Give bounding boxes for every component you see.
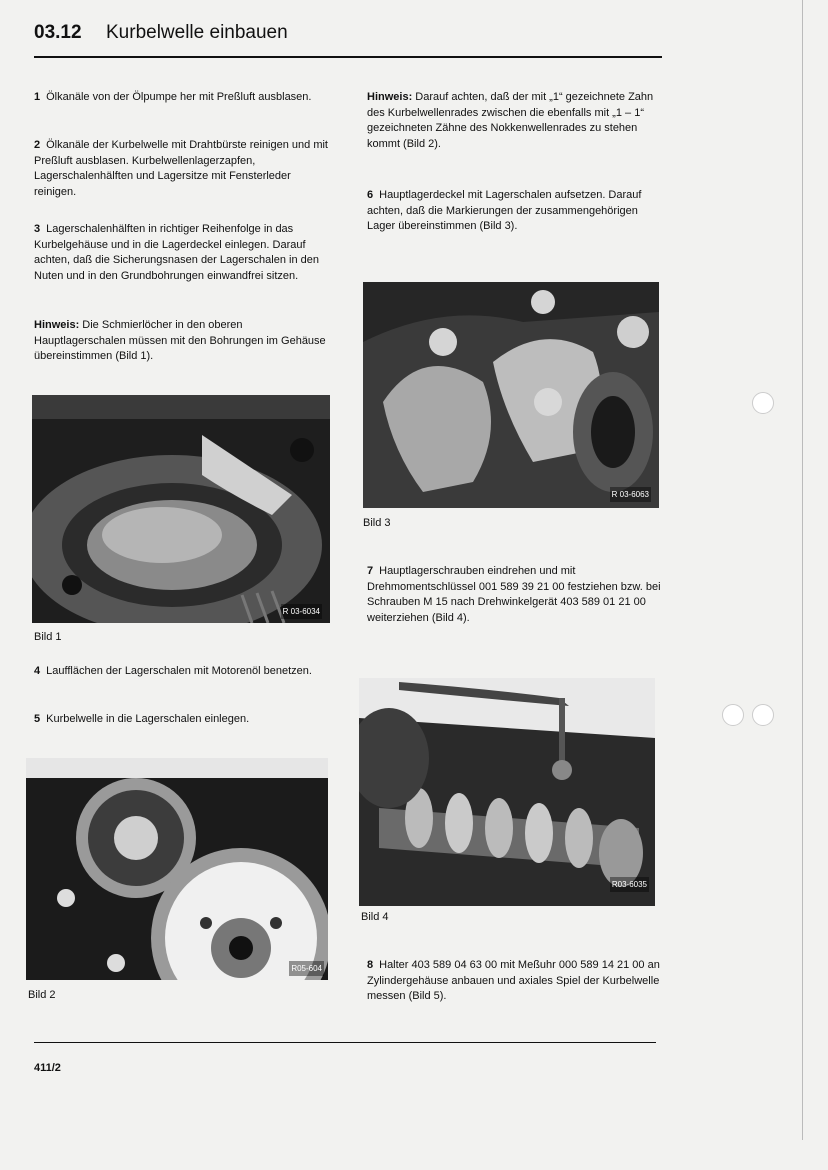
section-header — [34, 20, 662, 58]
hint-2 — [367, 90, 662, 152]
figure-4-ref: R03-6035 — [610, 877, 649, 893]
step-text: Ölkanäle der Kurbelwelle mit Drahtbürste reinigen und mit Preßluft ausblasen. Kurbelwellenlagerzapfen, Lagerschalenhälften und Lagersitze mit Fensterleder reinigen. — [34, 139, 328, 198]
step-text: Hauptlagerschrauben eindrehen und mit Drehmomentschlüssel 001 589 39 21 00 festziehen bzw. bei Schrauben M 15 nach Drehwinkelgerät 403 589 01 21 00 weiterziehen (Bild 4). — [367, 565, 661, 624]
step-number: 3 — [34, 223, 41, 235]
step-6 — [367, 188, 662, 235]
step-number: 4 — [34, 665, 41, 677]
step-5 — [34, 712, 329, 728]
hint-text: Darauf achten, daß der mit „1“ gezeichnete Zahn des Kurbelwellenrades zwischen die ebenfalls mit „1 – 1“ gezeichneten Zähne des Nokkenwellenrades zu stehen kommt (Bild 2). — [367, 91, 654, 150]
step-text: Laufflächen der Lagerschalen mit Motorenöl benetzen. — [46, 665, 312, 677]
punch-hole — [752, 704, 774, 726]
figure-1-caption: Bild 1 — [34, 631, 62, 643]
step-text: Hauptlagerdeckel mit Lagerschalen aufsetzen. Darauf achten, daß die Markierungen der zusammengehörigen Lager übereinstimmen (Bild 3). — [367, 189, 642, 232]
step-number: 1 — [34, 91, 41, 103]
punch-hole — [722, 704, 744, 726]
step-3 — [34, 222, 329, 284]
hint-label: Hinweis: — [34, 319, 80, 331]
figure-3-ref: R 03-6063 — [610, 487, 651, 503]
section-number: 03.12 — [34, 22, 82, 43]
hint-text: Die Schmierlöcher in den oberen Hauptlagerschalen müssen mit den Bohrungen im Gehäuse übereinstimmen (Bild 1). — [34, 319, 326, 362]
figure-3-photo — [363, 282, 659, 508]
page-edge — [802, 0, 803, 1140]
hint-1 — [34, 318, 329, 365]
figure-4-caption: Bild 4 — [361, 911, 389, 923]
step-text: Ölkanäle von der Ölpumpe her mit Preßluft ausblasen. — [46, 91, 312, 103]
step-8 — [367, 958, 662, 1005]
step-number: 5 — [34, 713, 41, 725]
hint-label: Hinweis: — [367, 91, 413, 103]
step-number: 2 — [34, 139, 41, 151]
figure-1-photo — [32, 395, 330, 623]
figure-2-photo — [26, 758, 328, 980]
step-1 — [34, 90, 329, 106]
figure-4-photo — [359, 678, 655, 906]
step-text: Lagerschalenhälften in richtiger Reihenfolge in das Kurbelgehäuse und in die Lagerdeckel einlegen. Darauf achten, daß die Sicherungsnasen der Lagerschalen in den Nuten und in den Grundbohrungen einwandfrei sitzen. — [34, 223, 319, 282]
step-text: Kurbelwelle in die Lagerschalen einlegen. — [46, 713, 250, 725]
step-number: 8 — [367, 959, 374, 971]
figure-2-ref: R05-604 — [289, 961, 324, 977]
figure-3-caption: Bild 3 — [363, 517, 391, 529]
figure-1-ref: R 03-6034 — [281, 604, 322, 620]
step-text: Halter 403 589 04 63 00 mit Meßuhr 000 589 14 21 00 an Zylindergehäuse anbauen und axiales Spiel der Kurbelwelle messen (Bild 5). — [367, 959, 660, 1002]
step-7 — [367, 564, 662, 626]
step-number: 7 — [367, 565, 374, 577]
punch-hole — [752, 392, 774, 414]
figure-2-caption: Bild 2 — [28, 989, 56, 1001]
step-4 — [34, 664, 329, 680]
step-number: 6 — [367, 189, 374, 201]
page-title: Kurbelwelle einbauen — [106, 22, 288, 43]
page-number: 411/2 — [34, 1062, 61, 1074]
step-2 — [34, 138, 329, 200]
footer-divider — [34, 1042, 656, 1043]
